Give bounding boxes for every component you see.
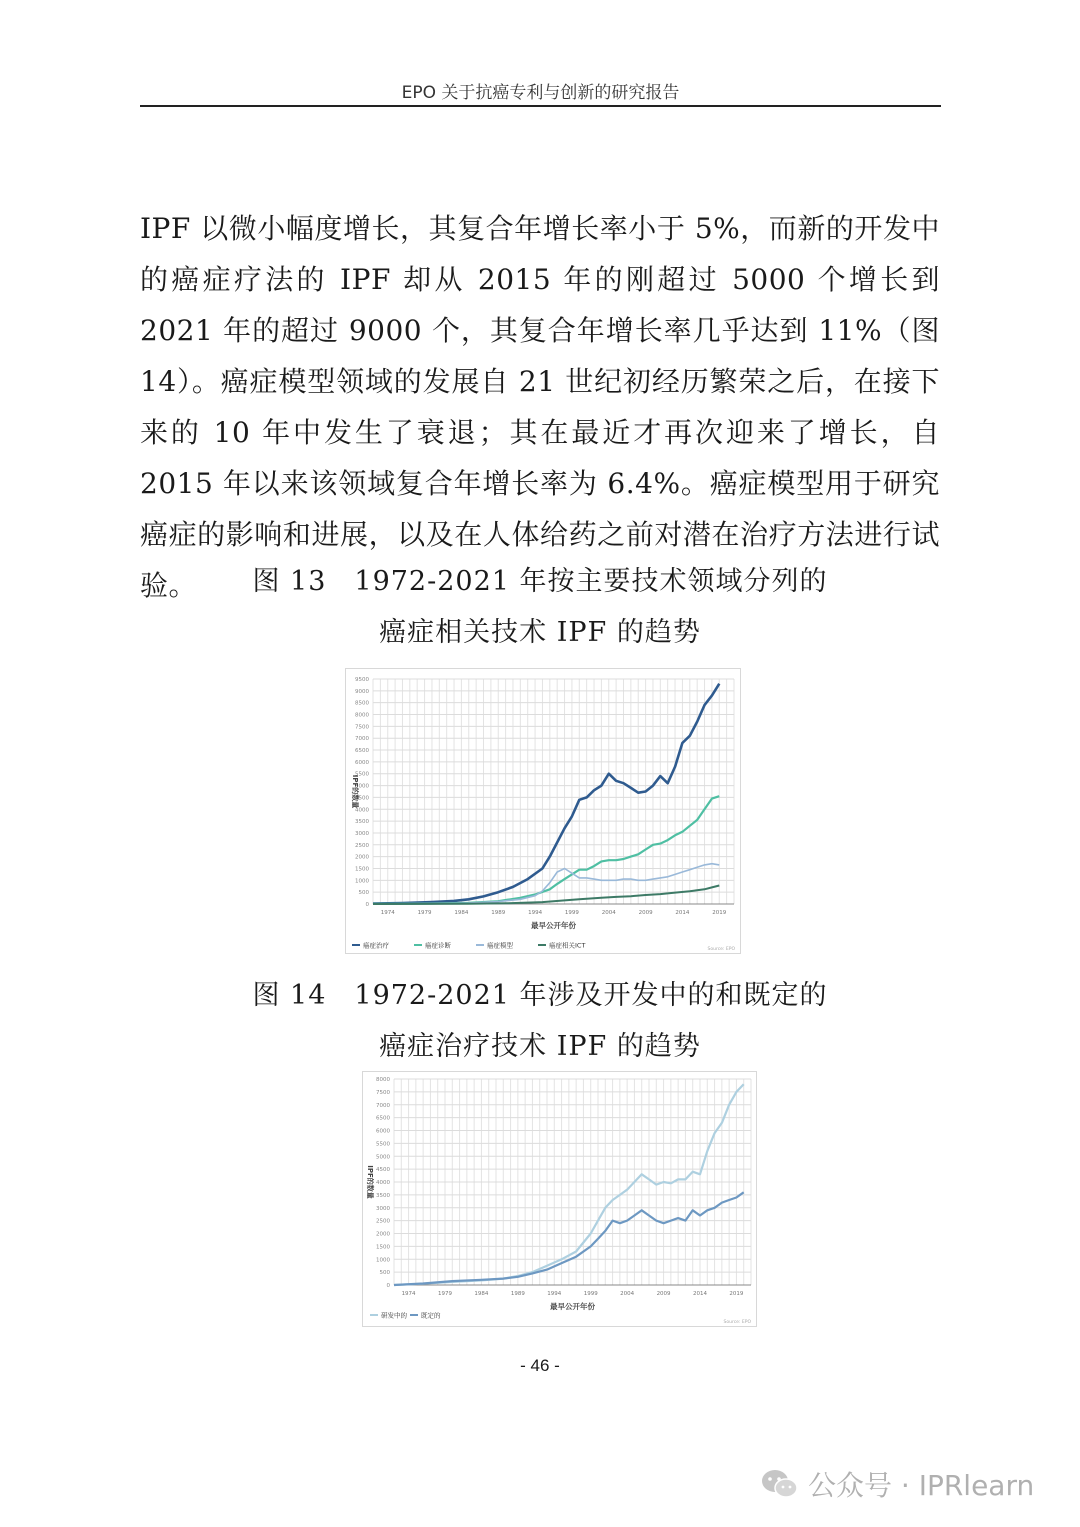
watermark-text: 公众号 · IPRlearn <box>808 1469 1035 1502</box>
y-tick-label: 7500 <box>376 1089 390 1096</box>
figure-14-chart <box>362 1071 757 1327</box>
running-header: EPO 关于抗癌专利与创新的研究报告 <box>401 83 680 103</box>
legend-entry-2: 癌症诊断 <box>425 941 451 950</box>
x-tick-label: 2014 <box>675 910 690 916</box>
y-tick-label: 8500 <box>355 700 369 707</box>
x-tick-label: 2004 <box>620 1291 635 1297</box>
x-tick-label: 2019 <box>712 910 727 916</box>
legend-entry-1: 研发中的 <box>381 1311 407 1320</box>
x-tick-label: 1984 <box>474 1291 489 1297</box>
y-axis-title: IPF的数量 <box>366 1165 374 1199</box>
y-tick-label: 2000 <box>376 1231 390 1238</box>
x-tick-label: 1994 <box>547 1291 562 1297</box>
y-tick-label: 4000 <box>376 1180 390 1186</box>
figure-14-caption-line-1: 图 14 1972-2021 年涉及开发中的和既定的 <box>252 980 828 1011</box>
y-tick-label: 1500 <box>376 1244 390 1251</box>
y-tick-label: 2500 <box>376 1218 390 1225</box>
x-tick-label: 1989 <box>510 1291 525 1297</box>
y-tick-label: 2500 <box>355 842 369 849</box>
y-tick-label: 0 <box>386 1283 390 1289</box>
y-tick-label: 6500 <box>355 748 369 755</box>
y-tick-label: 1000 <box>376 1257 390 1264</box>
legend-entry-4: 癌症相关ICT <box>549 941 586 950</box>
y-tick-label: 6500 <box>376 1115 390 1122</box>
y-tick-label: 3500 <box>376 1192 390 1199</box>
y-tick-label: 2000 <box>355 854 369 861</box>
x-tick-label: 1974 <box>401 1291 416 1297</box>
y-tick-label: 3000 <box>376 1205 390 1212</box>
y-tick-label: 8000 <box>376 1077 390 1083</box>
y-tick-label: 3500 <box>355 819 369 826</box>
y-tick-label: 500 <box>379 1270 390 1277</box>
x-tick-label: 1989 <box>491 910 506 916</box>
chart-frame <box>363 1072 757 1327</box>
chart-svg <box>345 668 741 954</box>
x-tick-label: 2004 <box>601 910 616 916</box>
x-tick-label: 1994 <box>528 910 543 916</box>
x-tick-label: 2014 <box>693 1291 707 1297</box>
chart-svg <box>362 1071 757 1327</box>
watermark <box>760 1462 1034 1506</box>
legend-entry-2: 既定的 <box>421 1311 441 1320</box>
y-tick-label: 4500 <box>376 1167 390 1174</box>
y-tick-label: 4500 <box>355 795 369 802</box>
figure-14-caption-line-2: 癌症治疗技术 IPF 的趋势 <box>379 1031 701 1062</box>
header-rule <box>140 105 941 107</box>
body-paragraph: IPF 以微小幅度增长，其复合年增长率小于 5%，而新的开发中的癌症疗法的 IPF 却从 2015 年的刚超过 5000 个增长到 2021 年的超过 9000 个，其复合年增长率几乎达到 11%（图 14）。癌症模型领域的发展自 21 世纪初经历繁荣之后，在接下来的 10 年中发生了衰退；其在最近才再次迎来了增长，自 2015 年以来该领域复合年增长率为 6.4%。癌症模型用于研究癌症的影响和进展，以及在人体给药之前对潜在治疗方法进行试验。 <box>140 212 940 602</box>
x-axis-title: 最早公开年份 <box>550 1302 595 1311</box>
figure-13-chart <box>345 668 741 954</box>
x-tick-label: 1979 <box>438 1291 452 1297</box>
source-note: Source: EPO <box>707 947 735 952</box>
source-note: Source: EPO <box>723 1320 751 1325</box>
y-tick-label: 9500 <box>355 677 369 683</box>
y-tick-label: 5000 <box>376 1154 390 1161</box>
y-tick-label: 5000 <box>355 783 369 790</box>
y-tick-label: 9000 <box>355 688 369 695</box>
y-tick-label: 0 <box>365 902 369 908</box>
x-tick-label: 2009 <box>656 1291 671 1297</box>
x-tick-label: 2019 <box>729 1291 744 1297</box>
y-tick-label: 7500 <box>355 724 369 731</box>
y-tick-label: 6000 <box>376 1128 390 1135</box>
y-axis-title: IPF的数量 <box>351 774 359 809</box>
y-tick-label: 6000 <box>355 759 369 766</box>
x-tick-label: 1999 <box>583 1291 598 1297</box>
x-tick-label: 1979 <box>417 910 432 916</box>
y-tick-label: 5500 <box>376 1141 390 1148</box>
y-tick-label: 3000 <box>355 830 369 837</box>
x-tick-label: 1999 <box>564 910 579 916</box>
y-tick-label: 1000 <box>355 878 369 885</box>
y-tick-label: 8000 <box>355 712 369 719</box>
x-tick-label: 1974 <box>380 910 395 916</box>
y-tick-label: 7000 <box>355 736 369 743</box>
y-tick-label: 4000 <box>355 807 369 814</box>
page-number: - 46 - <box>520 1356 560 1375</box>
x-tick-label: 1984 <box>454 910 469 916</box>
y-tick-label: 500 <box>358 890 369 897</box>
x-axis-title: 最早公开年份 <box>531 921 576 930</box>
wechat-icon <box>760 1467 800 1501</box>
legend-entry-1: 癌症治疗 <box>363 941 389 950</box>
figure-13-caption-line-1: 图 13 1972-2021 年按主要技术领域分列的 <box>252 566 828 597</box>
y-tick-label: 5500 <box>355 771 369 778</box>
y-tick-label: 1500 <box>355 866 369 873</box>
figure-13-caption-line-2: 癌症相关技术 IPF 的趋势 <box>379 617 701 648</box>
y-tick-label: 7000 <box>376 1102 390 1109</box>
legend-entry-3: 癌症模型 <box>487 941 513 950</box>
x-tick-label: 2009 <box>638 910 653 916</box>
